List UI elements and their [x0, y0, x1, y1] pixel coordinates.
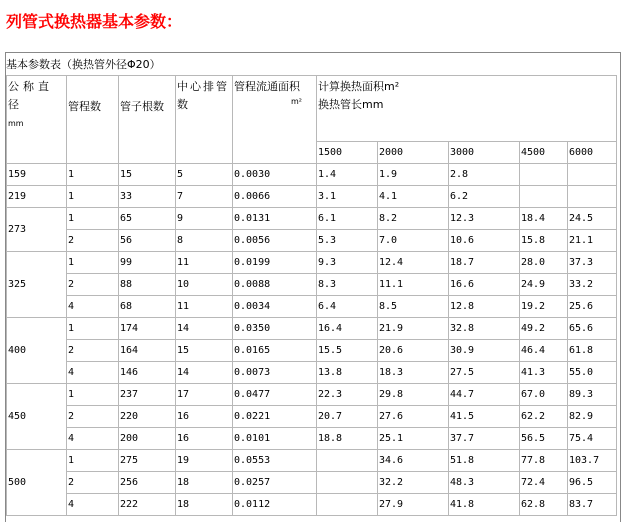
cell-area-2000: 18.3	[378, 362, 449, 384]
header-heat-area: 计算换热面积m² 换热管长mm	[317, 76, 617, 142]
table-row	[7, 428, 617, 450]
cell-area-3000: 48.3	[449, 472, 520, 494]
table-row	[7, 494, 617, 516]
cell-tubes: 146	[119, 362, 176, 384]
table-caption: 基本参数表（换热管外径Φ20）	[6, 58, 161, 71]
cell-area-3000: 27.5	[449, 362, 520, 384]
length-1500: 1500	[317, 142, 378, 164]
cell-area-2000: 12.4	[378, 252, 449, 274]
cell-area-6000: 96.5	[568, 472, 617, 494]
cell-area-6000: 25.6	[568, 296, 617, 318]
cell-flow-area: 0.0034	[233, 296, 317, 318]
cell-area-6000: 61.8	[568, 340, 617, 362]
cell-area-4500	[520, 186, 568, 208]
cell-area-2000: 34.6	[378, 450, 449, 472]
cell-center-tubes: 16	[176, 428, 233, 450]
cell-area-4500: 24.9	[520, 274, 568, 296]
cell-tubes: 275	[119, 450, 176, 472]
cell-area-4500: 19.2	[520, 296, 568, 318]
cell-area-3000: 30.9	[449, 340, 520, 362]
cell-flow-area: 0.0553	[233, 450, 317, 472]
cell-nominal-diameter: 500	[7, 450, 67, 516]
header-center-tubes: 中心排管数	[176, 76, 233, 164]
cell-area-4500: 28.0	[520, 252, 568, 274]
table-row	[7, 186, 617, 208]
cell-flow-area: 0.0350	[233, 318, 317, 340]
cell-area-2000: 11.1	[378, 274, 449, 296]
cell-area-4500: 46.4	[520, 340, 568, 362]
length-2000: 2000	[378, 142, 449, 164]
cell-center-tubes: 14	[176, 362, 233, 384]
cell-center-tubes: 18	[176, 494, 233, 516]
cell-passes: 4	[67, 428, 119, 450]
cell-passes: 2	[67, 472, 119, 494]
cell-passes: 1	[67, 450, 119, 472]
cell-area-6000	[568, 164, 617, 186]
cell-flow-area: 0.0199	[233, 252, 317, 274]
cell-area-3000: 44.7	[449, 384, 520, 406]
cell-tubes: 200	[119, 428, 176, 450]
cell-area-1500	[317, 472, 378, 494]
cell-area-2000: 20.6	[378, 340, 449, 362]
table-row	[7, 384, 617, 406]
cell-tubes: 56	[119, 230, 176, 252]
cell-area-6000: 33.2	[568, 274, 617, 296]
cell-tubes: 174	[119, 318, 176, 340]
table-row	[7, 296, 617, 318]
cell-area-6000: 55.0	[568, 362, 617, 384]
cell-passes: 4	[67, 362, 119, 384]
header-diameter: 公称直径 mm	[7, 76, 67, 164]
cell-area-1500: 1.4	[317, 164, 378, 186]
table-body	[7, 76, 617, 516]
cell-area-6000: 83.7	[568, 494, 617, 516]
cell-center-tubes: 5	[176, 164, 233, 186]
cell-passes: 4	[67, 296, 119, 318]
cell-area-6000: 89.3	[568, 384, 617, 406]
cell-passes: 4	[67, 494, 119, 516]
cell-flow-area: 0.0030	[233, 164, 317, 186]
cell-area-4500: 41.3	[520, 362, 568, 384]
cell-area-6000	[568, 186, 617, 208]
cell-area-2000: 8.2	[378, 208, 449, 230]
cell-area-1500: 20.7	[317, 406, 378, 428]
cell-tubes: 256	[119, 472, 176, 494]
cell-area-1500: 8.3	[317, 274, 378, 296]
cell-area-1500: 13.8	[317, 362, 378, 384]
cell-area-2000: 21.9	[378, 318, 449, 340]
cell-tubes: 99	[119, 252, 176, 274]
cell-nominal-diameter: 450	[7, 384, 67, 450]
cell-area-1500: 15.5	[317, 340, 378, 362]
cell-tubes: 237	[119, 384, 176, 406]
cell-passes: 1	[67, 252, 119, 274]
cell-area-3000: 12.8	[449, 296, 520, 318]
cell-passes: 1	[67, 384, 119, 406]
cell-area-3000: 41.5	[449, 406, 520, 428]
cell-area-1500: 18.8	[317, 428, 378, 450]
cell-nominal-diameter: 400	[7, 318, 67, 384]
cell-area-6000: 65.6	[568, 318, 617, 340]
cell-area-6000: 24.5	[568, 208, 617, 230]
cell-area-6000: 21.1	[568, 230, 617, 252]
cell-area-3000: 41.8	[449, 494, 520, 516]
cell-tubes: 88	[119, 274, 176, 296]
cell-area-3000: 12.3	[449, 208, 520, 230]
cell-flow-area: 0.0101	[233, 428, 317, 450]
cell-area-4500: 72.4	[520, 472, 568, 494]
cell-tubes: 65	[119, 208, 176, 230]
cell-center-tubes: 14	[176, 318, 233, 340]
cell-area-4500: 62.2	[520, 406, 568, 428]
cell-area-3000: 2.8	[449, 164, 520, 186]
cell-center-tubes: 19	[176, 450, 233, 472]
cell-center-tubes: 15	[176, 340, 233, 362]
cell-passes: 2	[67, 274, 119, 296]
cell-nominal-diameter: 325	[7, 252, 67, 318]
cell-center-tubes: 10	[176, 274, 233, 296]
header-tubes: 管子根数	[119, 76, 176, 164]
cell-area-3000: 16.6	[449, 274, 520, 296]
length-6000: 6000	[568, 142, 617, 164]
cell-area-4500: 77.8	[520, 450, 568, 472]
table-row	[7, 362, 617, 384]
cell-area-2000: 27.9	[378, 494, 449, 516]
cell-flow-area: 0.0257	[233, 472, 317, 494]
cell-nominal-diameter: 159	[7, 164, 67, 186]
cell-area-3000: 18.7	[449, 252, 520, 274]
table-row	[7, 406, 617, 428]
cell-flow-area: 0.0066	[233, 186, 317, 208]
cell-area-3000: 51.8	[449, 450, 520, 472]
cell-flow-area: 0.0112	[233, 494, 317, 516]
header-passes: 管程数	[67, 76, 119, 164]
cell-area-2000: 27.6	[378, 406, 449, 428]
cell-flow-area: 0.0221	[233, 406, 317, 428]
cell-tubes: 15	[119, 164, 176, 186]
cell-area-3000: 32.8	[449, 318, 520, 340]
page-title: 列管式换热器基本参数：	[6, 12, 183, 31]
cell-area-3000: 6.2	[449, 186, 520, 208]
cell-area-2000: 32.2	[378, 472, 449, 494]
cell-area-3000: 37.7	[449, 428, 520, 450]
cell-area-1500: 3.1	[317, 186, 378, 208]
cell-area-2000: 1.9	[378, 164, 449, 186]
cell-area-2000: 4.1	[378, 186, 449, 208]
cell-area-1500: 5.3	[317, 230, 378, 252]
header-row	[7, 76, 617, 142]
cell-area-4500: 18.4	[520, 208, 568, 230]
cell-flow-area: 0.0165	[233, 340, 317, 362]
table-row	[7, 472, 617, 494]
cell-area-4500: 49.2	[520, 318, 568, 340]
cell-area-6000: 103.7	[568, 450, 617, 472]
table-row	[7, 252, 617, 274]
cell-area-4500: 56.5	[520, 428, 568, 450]
cell-tubes: 220	[119, 406, 176, 428]
cell-area-1500: 22.3	[317, 384, 378, 406]
cell-area-3000: 10.6	[449, 230, 520, 252]
table-row	[7, 450, 617, 472]
table-row	[7, 230, 617, 252]
cell-passes: 2	[67, 230, 119, 252]
cell-area-1500: 6.1	[317, 208, 378, 230]
cell-tubes: 68	[119, 296, 176, 318]
cell-passes: 1	[67, 318, 119, 340]
cell-flow-area: 0.0088	[233, 274, 317, 296]
cell-center-tubes: 11	[176, 296, 233, 318]
cell-area-6000: 37.3	[568, 252, 617, 274]
cell-area-1500: 6.4	[317, 296, 378, 318]
cell-center-tubes: 16	[176, 406, 233, 428]
cell-tubes: 222	[119, 494, 176, 516]
cell-flow-area: 0.0056	[233, 230, 317, 252]
cell-flow-area: 0.0477	[233, 384, 317, 406]
cell-flow-area: 0.0073	[233, 362, 317, 384]
cell-area-1500	[317, 494, 378, 516]
cell-area-2000: 29.8	[378, 384, 449, 406]
table-row	[7, 208, 617, 230]
cell-center-tubes: 11	[176, 252, 233, 274]
cell-passes: 2	[67, 340, 119, 362]
cell-area-6000: 82.9	[568, 406, 617, 428]
cell-area-4500: 62.8	[520, 494, 568, 516]
table-row	[7, 340, 617, 362]
cell-center-tubes: 17	[176, 384, 233, 406]
cell-center-tubes: 18	[176, 472, 233, 494]
cell-tubes: 164	[119, 340, 176, 362]
parameter-table	[6, 75, 617, 516]
cell-nominal-diameter: 273	[7, 208, 67, 252]
length-3000: 3000	[449, 142, 520, 164]
cell-nominal-diameter: 219	[7, 186, 67, 208]
length-4500: 4500	[520, 142, 568, 164]
header-flow-area: 管程流通面积 m²	[233, 76, 317, 164]
table-row	[7, 164, 617, 186]
cell-area-2000: 8.5	[378, 296, 449, 318]
cell-area-1500: 16.4	[317, 318, 378, 340]
cell-passes: 1	[67, 186, 119, 208]
cell-area-1500: 9.3	[317, 252, 378, 274]
cell-area-6000: 75.4	[568, 428, 617, 450]
cell-passes: 2	[67, 406, 119, 428]
cell-center-tubes: 7	[176, 186, 233, 208]
cell-area-4500: 15.8	[520, 230, 568, 252]
cell-area-1500	[317, 450, 378, 472]
cell-area-2000: 7.0	[378, 230, 449, 252]
cell-area-2000: 25.1	[378, 428, 449, 450]
cell-tubes: 33	[119, 186, 176, 208]
cell-center-tubes: 8	[176, 230, 233, 252]
cell-area-4500: 67.0	[520, 384, 568, 406]
cell-flow-area: 0.0131	[233, 208, 317, 230]
cell-passes: 1	[67, 164, 119, 186]
cell-center-tubes: 9	[176, 208, 233, 230]
table-row	[7, 318, 617, 340]
cell-area-4500	[520, 164, 568, 186]
cell-passes: 1	[67, 208, 119, 230]
table-row	[7, 274, 617, 296]
